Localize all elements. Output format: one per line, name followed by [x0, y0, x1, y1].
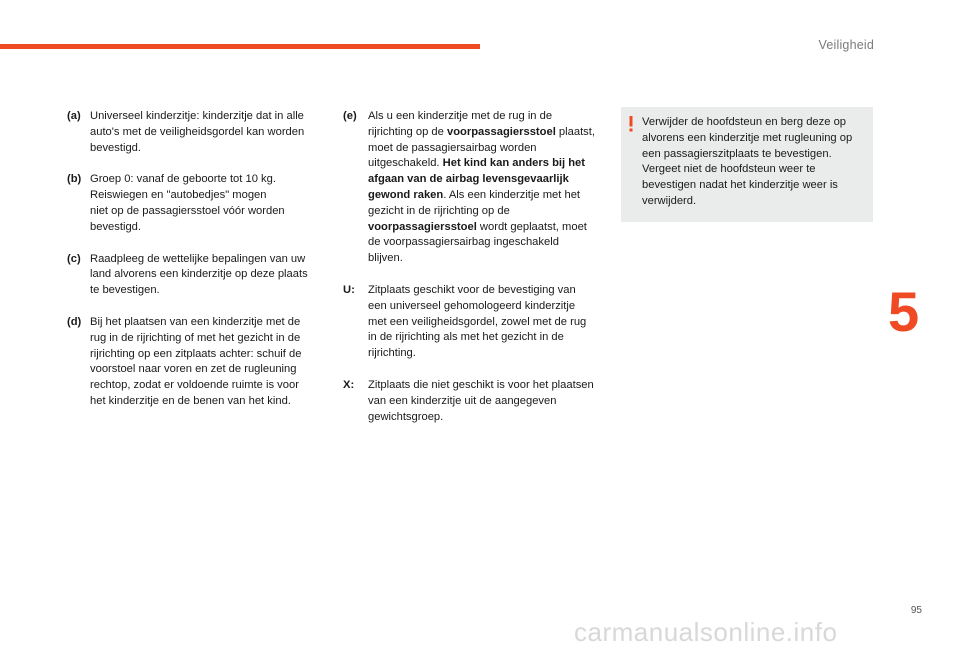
- page-number: 95: [910, 605, 922, 616]
- note-b: [67, 172, 317, 235]
- text-run: plaatst, moet de passagiersairbag worden uitgeschakeld.: [368, 125, 595, 170]
- middle-column: [343, 109, 595, 425]
- note-text: Bij het plaatsen van een kinderzitje met de rug in de rijrichting of met het gezicht in de rijrichting op een zitplaats achter: schuif de voorstoel naar voren en zet de rugleuning rechtop, zodat er voldoende ruimte is voor het kinderzitje en de benen van het kind.: [90, 315, 302, 407]
- bold-run: voorpassagiersstoel: [446, 125, 556, 138]
- note-line: Groep 0: vanaf de geboorte tot 10 kg.: [90, 173, 276, 186]
- note-text: [368, 109, 595, 267]
- note-d: [67, 315, 317, 410]
- note-text: Zitplaats geschikt voor de bevestiging van een universeel gehomologeerd kinderzitje met een veiligheidsgordel, zowel met de rug in de rijrichting als met het gezicht in de rijrichting.: [368, 283, 587, 360]
- text-run: wordt geplaatst, moet de voorpassagiersairbag ingeschakeld blijven.: [368, 220, 587, 265]
- note-key: (e): [343, 110, 357, 122]
- header-accent-bar: [0, 44, 480, 49]
- exclamation-icon: [627, 116, 635, 132]
- left-column: [67, 109, 317, 410]
- note-x: [343, 378, 595, 425]
- note-key: (b): [67, 173, 82, 186]
- note-line: Reiswiegen en "autobedjes" mogen: [90, 189, 267, 202]
- note-u: [343, 283, 595, 362]
- note-line: niet op de passagiersstoel vóór worden bevestigd.: [90, 204, 285, 233]
- note-c: [67, 252, 317, 299]
- note-text: Raadpleeg de wettelijke bepalingen van uw land alvorens een kinderzitje op deze plaats te bevestigen.: [90, 252, 308, 297]
- bold-run: Het kind kan anders bij het afgaan van de airbag levensgevaarlijk gewond raken: [368, 157, 586, 201]
- section-title: Veiligheid: [818, 38, 874, 52]
- text-run: . Als een kinderzitje met het gezicht in de rijrichting op de: [368, 188, 581, 217]
- note-key: (a): [67, 110, 81, 122]
- note-e: [343, 109, 595, 267]
- note-key: X:: [343, 378, 355, 391]
- warning-box: [621, 107, 873, 222]
- note-key: U:: [343, 283, 355, 296]
- chapter-number: 5: [888, 280, 920, 343]
- note-key: (d): [67, 315, 82, 328]
- watermark: carmanualsonline.info: [574, 617, 838, 647]
- note-text: [90, 172, 317, 235]
- text-run: Als u een kinderzitje met de rug in de rijrichting op de: [368, 110, 553, 138]
- note-text: Zitplaats die niet geschikt is voor het plaatsen van een kinderzitje uit de aangegeven gewichtsgroep.: [368, 378, 594, 423]
- note-text: Universeel kinderzitje: kinderzitje dat in alle auto's met de veiligheidsgordel kan worden bevestigd.: [90, 110, 305, 154]
- bold-run: voorpassagiersstoel: [368, 220, 477, 233]
- note-a: [67, 109, 317, 156]
- warning-text: Verwijder de hoofdsteun en berg deze op alvorens een kinderzitje met rugleuning op een passagierszitplaats te bevestigen. Vergeet niet de hoofdsteun weer te bevestigen nadat het kinderzitje weer is verwijderd.: [642, 116, 853, 207]
- note-key: (c): [67, 252, 81, 265]
